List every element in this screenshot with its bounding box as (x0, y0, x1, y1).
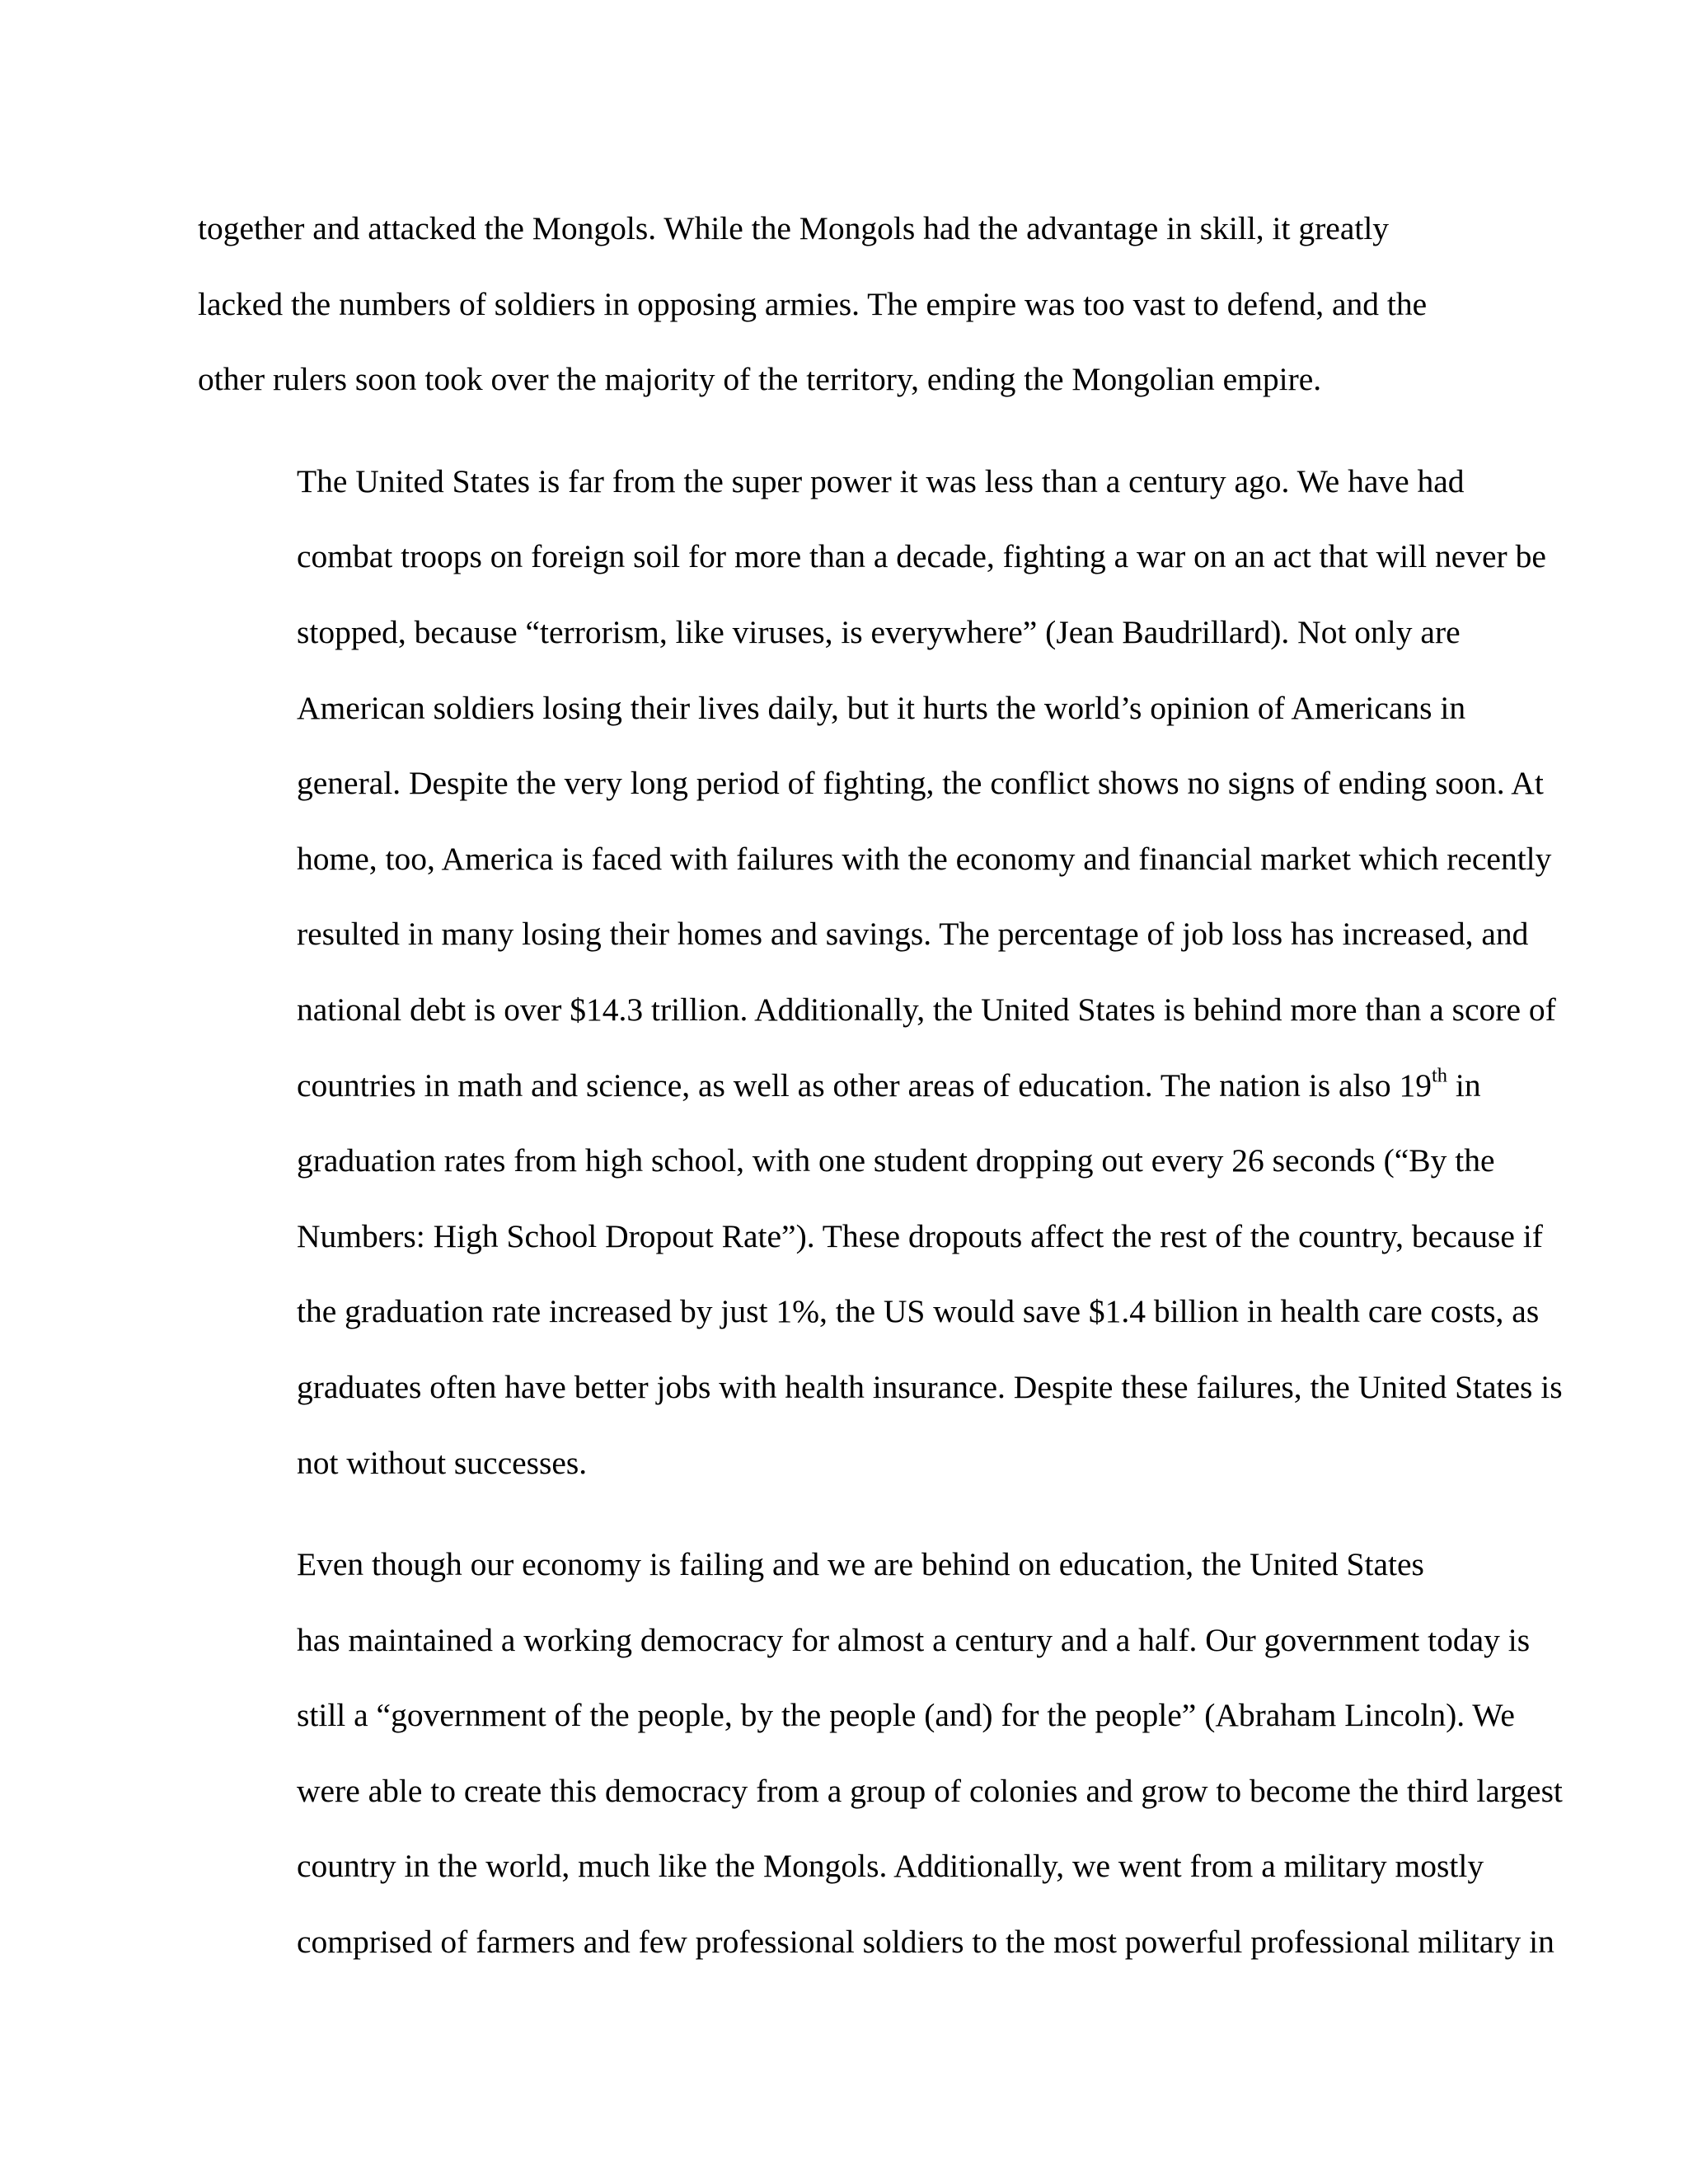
paragraph-mongol-decline (198, 191, 1517, 418)
text-line: together and attacked the Mongols. While the Mongols had the advantage in skill, it greatly (198, 210, 1390, 246)
text-line: stopped, because “terrorism, like viruses, is everywhere” (Jean Baudrillard). Not only are (297, 613, 1461, 650)
text-segment: in (1447, 1066, 1481, 1104)
text-line: were able to create this democracy from a group of colonies and grow to become the third largest (297, 1772, 1563, 1809)
paragraph-us-successes (198, 1527, 1563, 1980)
text-line: the graduation rate increased by just 1%, the US would save $1.4 billion in health care costs, as (297, 1293, 1540, 1330)
text-line: American soldiers losing their lives daily, but it hurts the world’s opinion of Americans in (297, 689, 1466, 726)
essay-body (198, 191, 1563, 2007)
text-line: national debt is over $14.3 trillion. Additionally, the United States is behind more than a score of (297, 991, 1556, 1028)
text-line: graduates often have better jobs with health insurance. Despite these failures, the United States is (297, 1368, 1563, 1405)
text-line: home, too, America is faced with failures with the economy and financial market which recently (297, 840, 1552, 877)
text-line: not without successes. (297, 1444, 588, 1481)
text-line: lacked the numbers of soldiers in opposing armies. The empire was too vast to defend, and the (198, 285, 1428, 322)
text-line: country in the world, much like the Mongols. Additionally, we went from a military mostly (297, 1848, 1484, 1885)
text-line: general. Despite the very long period of fighting, the conflict shows no signs of ending soon. At (297, 765, 1544, 802)
paragraph-us-failures (198, 444, 1563, 1501)
text-line: resulted in many losing their homes and savings. The percentage of job loss has increased, and (297, 916, 1529, 953)
text-line: Even though our economy is failing and we are behind on education, the United States (297, 1546, 1424, 1583)
text-line: The United States is far from the super power it was less than a century ago. We have had (297, 462, 1465, 499)
text-line: combat troops on foreign soil for more than a decade, fighting a war on an act that will never be (297, 538, 1546, 575)
text-line-with-superscript (198, 1048, 1517, 1124)
text-line: still a “government of the people, by the people (and) for the people” (Abraham Lincoln). We (297, 1697, 1515, 1734)
text-line: graduation rates from high school, with one student dropping out every 26 seconds (“By the (297, 1142, 1495, 1179)
text-line: other rulers soon took over the majority of the territory, ending the Mongolian empire. (198, 361, 1322, 398)
text-line: comprised of farmers and few professional soldiers to the most powerful professional military in (297, 1924, 1554, 1961)
text-line: has maintained a working democracy for almost a century and a half. Our government today is (297, 1621, 1531, 1658)
text-line: Numbers: High School Dropout Rate”). These dropouts affect the rest of the country, because if (297, 1217, 1543, 1254)
text-segment: countries in math and science, as well as other areas of education. The nation is also 19 (297, 1066, 1432, 1104)
ordinal-superscript: th (1431, 1063, 1447, 1086)
